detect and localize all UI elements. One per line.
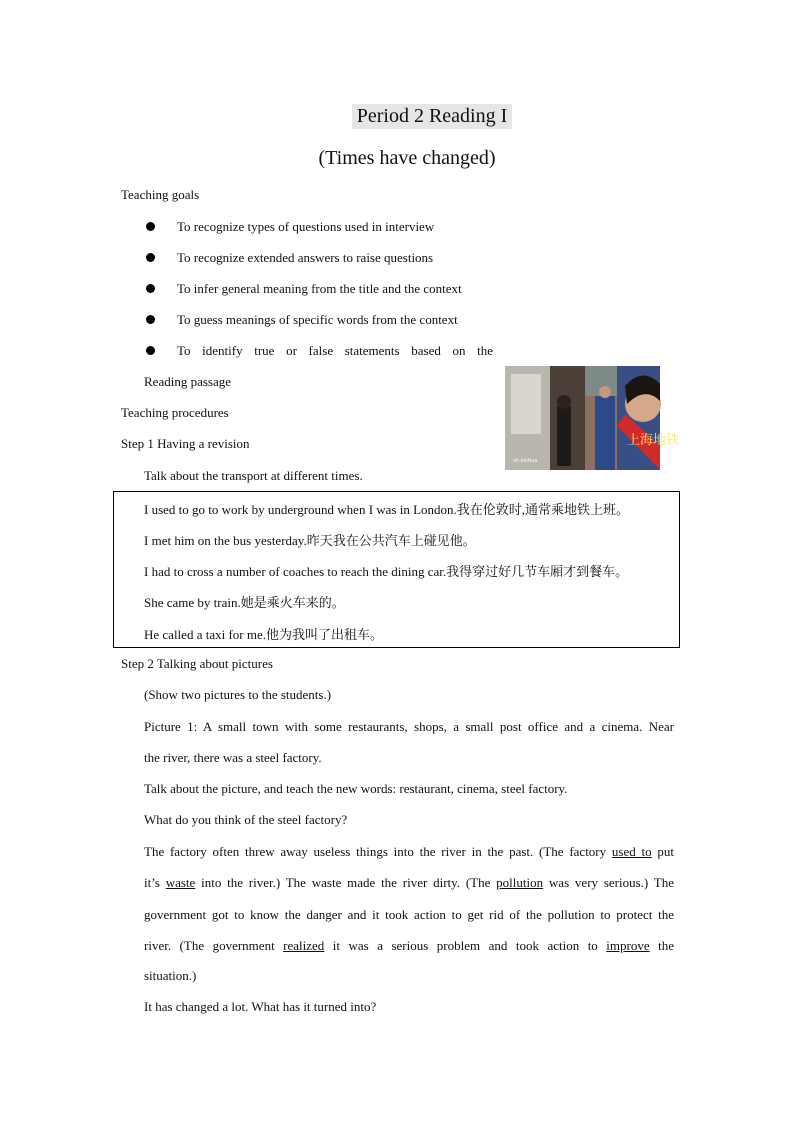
subway-photo <box>505 366 680 470</box>
step1-heading: Step 1 Having a revision <box>121 436 250 451</box>
step2-heading: Step 2 Talking about pictures <box>121 656 273 671</box>
underlined-term: improve <box>606 938 650 953</box>
goal-item-continued: Reading passage <box>144 374 232 389</box>
talk-instruction: Talk about the picture, and teach the new words: restaurant, cinema, steel factory. <box>144 781 568 796</box>
goal-item-justified: To identify true or false statements based on the <box>177 343 493 358</box>
picture1-line1: Picture 1: A small town with some restaurants, shops, a small post office and a cinema. Near <box>144 719 674 734</box>
bullet-icon <box>146 253 155 262</box>
bullet-icon <box>146 222 155 231</box>
goal-item: To recognize extended answers to raise questions <box>177 250 434 265</box>
photo-watermark: sh.xinhua <box>513 458 538 464</box>
show-instruction: (Show two pictures to the students.) <box>144 687 332 702</box>
underlined-term: pollution <box>496 875 544 890</box>
step1-intro: Talk about the transport at different times. <box>144 468 363 483</box>
example-sentence: I had to cross a number of coaches to reach the dining car.我得穿过好几节车厢才到餐车。 <box>144 564 629 579</box>
underlined-term: used to <box>611 844 652 859</box>
paragraph-line: it’s waste into the river.) The waste made the river dirty. (The pollution was very serious.) The <box>144 875 674 890</box>
goal-item: To guess meanings of specific words from the context <box>177 312 458 327</box>
closing-question: It has changed a lot. What has it turned into? <box>144 999 377 1014</box>
underlined-term: waste <box>165 875 196 890</box>
paragraph-line: river. (The government realized it was a serious problem and took action to improve the <box>144 938 674 953</box>
example-sentence: He called a taxi for me.他为我叫了出租车。 <box>144 627 383 642</box>
question: What do you think of the steel factory? <box>144 812 348 827</box>
underlined-term: realized <box>283 938 325 953</box>
document-title: Period 2 Reading I <box>0 104 794 129</box>
bullet-icon <box>146 284 155 293</box>
teaching-goals-heading: Teaching goals <box>121 187 200 202</box>
document-subtitle: (Times have changed) <box>318 147 496 169</box>
goal-item: To infer general meaning from the title and the context <box>177 281 462 296</box>
example-sentence: She came by train.她是乘火车来的。 <box>144 595 345 610</box>
example-sentence: I used to go to work by underground when I was in London.我在伦敦时,通常乘地铁上班。 <box>144 502 630 517</box>
goal-item: To recognize types of questions used in interview <box>177 219 435 234</box>
sash-text: 上海地铁 <box>627 433 680 448</box>
subway-photo-image <box>505 366 680 470</box>
paragraph-line: situation.) <box>144 968 197 983</box>
paragraph-line: The factory often threw away useless things into the river in the past. (The factory used to put <box>144 844 674 859</box>
bullet-icon <box>146 315 155 324</box>
picture1-line2: the river, there was a steel factory. <box>144 750 322 765</box>
teaching-procedures-heading: Teaching procedures <box>121 405 229 420</box>
bullet-icon <box>146 346 155 355</box>
example-sentence: I met him on the bus yesterday.昨天我在公共汽车上碰见他。 <box>144 533 476 548</box>
paragraph-line: government got to know the danger and it took action to get rid of the pollution to protect the <box>144 907 674 922</box>
